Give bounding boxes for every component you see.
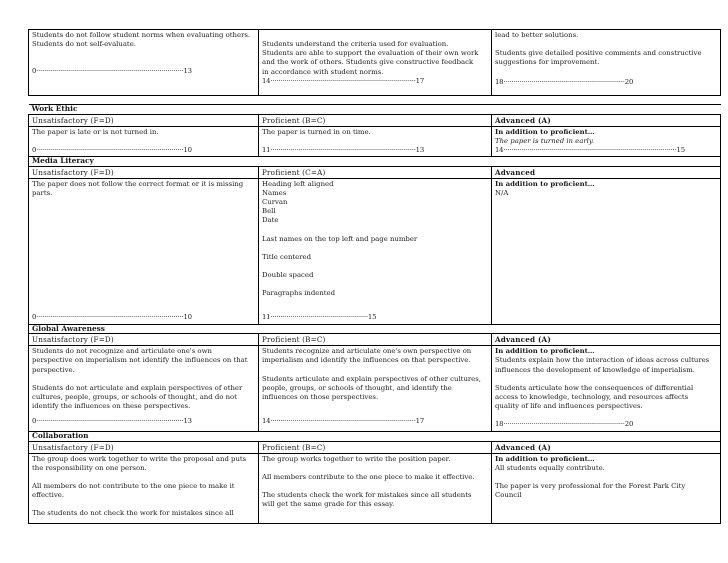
work-ethic-header-unsatisfactory: Unsatisfactory (F=D): [29, 114, 259, 126]
work-ethic-unsatisfactory-cell: [29, 126, 259, 157]
media-unsat-score: 0··········································································10: [32, 313, 192, 322]
continued-prof-line-1: Students understand the criteria used for evaluation.: [262, 40, 449, 48]
global-prof-p1-line-2: imperialism and identify the influences on that perspective.: [262, 356, 471, 365]
global-adv-p2-line-2: access to knowledge, technology, and resources affects: [495, 392, 689, 401]
continued-adv-score: 18·····························································20: [495, 77, 634, 86]
media-literacy-unsatisfactory-cell: [29, 178, 259, 324]
media-literacy-row: [29, 178, 721, 324]
collab-prof-p3-line-1: The students check the work for mistakes since all students: [262, 491, 472, 500]
collab-unsat-p2-line-2: effective.: [32, 491, 65, 500]
continued-advanced-cell: [492, 30, 721, 96]
media-prof-curvan-line: Curvan: [262, 198, 288, 207]
media-literacy-proficient-cell: [259, 178, 492, 324]
global-unsat-p1-line-1: Students do not recognize and articulate one's own: [32, 347, 212, 356]
collab-adv-p2-line-2: Council: [495, 491, 522, 500]
media-unsat-line-2: parts.: [32, 188, 53, 197]
media-prof-double-spaced-line: Double spaced: [262, 271, 314, 280]
global-adv-p1-line-1: Students explain how the interaction of ideas across cultures: [495, 356, 710, 365]
global-unsat-p1-line-3: perspective.: [32, 365, 75, 374]
continued-unsat-line-2: Students do not self-evaluate.: [32, 40, 136, 49]
collab-prof-p2: All members contribute to the one piece to make it effective.: [262, 472, 475, 481]
global-prof-score: 14·········································································17: [262, 417, 425, 426]
media-prof-bell-line: Bell: [262, 207, 276, 216]
work-ethic-header-proficient: Proficient (B=C): [259, 114, 492, 126]
continued-unsat-line-1: Students do not follow student norms when evaluating others.: [32, 31, 251, 39]
collab-adv-p1: All students equally contribute.: [495, 463, 605, 472]
global-adv-score: 18·····························································20: [495, 420, 634, 429]
collab-unsat-p1-line-1: The group does work together to write the proposal and puts: [32, 454, 247, 463]
global-adv-p2-line-1: Students articulate how the consequences of differential: [495, 383, 694, 392]
media-prof-lastnames-line: Last names on the top left and page number: [262, 234, 418, 243]
collab-proficient-cell: [259, 453, 492, 523]
work-ethic-row: [29, 126, 721, 157]
media-prof-title-line: Title centered: [262, 252, 312, 261]
global-prof-p1-line-1: Students recognize and articulate one's own perspective on: [262, 347, 472, 356]
global-unsat-p2-line-2: cultures, people, groups, or schools of thought, and do not: [32, 392, 237, 401]
media-unsat-line-1: The paper does not follow the correct format or it is missing: [32, 179, 244, 188]
work-ethic-advanced-cell: [492, 126, 721, 157]
rubric-page: [28, 29, 720, 524]
section-title-work-ethic: Work Ethic: [29, 105, 721, 115]
global-awareness-row: [29, 346, 721, 432]
rubric-table: [28, 29, 721, 524]
media-prof-heading-line: Heading left aligned: [262, 179, 334, 188]
global-header-proficient: Proficient (B=C): [259, 334, 492, 346]
continued-proficient-cell: [259, 30, 492, 96]
global-proficient-cell: [259, 346, 492, 432]
section-title-media-literacy: Media Literacy: [29, 157, 721, 167]
continued-row: [29, 30, 721, 96]
work-ethic-adv-score: 14·······················································································15: [495, 145, 685, 154]
global-unsat-score: 0··········································································13: [32, 417, 192, 426]
collab-prof-p1: The group works together to write the position paper.: [262, 454, 451, 463]
work-ethic-adv-head: In addition to proficient…: [495, 127, 595, 136]
section-title-collaboration: Collaboration: [29, 432, 721, 442]
collab-unsat-p3-line-1: The students do not check the work for mistakes since all: [32, 509, 234, 518]
continued-adv-line-2: Students give detailed positive comments and constructive: [495, 49, 702, 58]
collab-adv-p2-line-1: The paper is very professional for the Forest Park City: [495, 482, 686, 491]
global-prof-p2-line-1: Students articulate and explain perspectives of other cultures,: [262, 374, 481, 383]
global-prof-p2-line-2: people, groups, or schools of thought, and identify the: [262, 383, 452, 392]
collab-header-advanced: Advanced (A): [492, 441, 721, 453]
media-literacy-header-advanced: Advanced: [492, 166, 721, 178]
global-prof-p2-line-3: influences on those perspectives.: [262, 392, 379, 401]
global-header-unsatisfactory: Unsatisfactory (F=D): [29, 334, 259, 346]
collab-header-proficient: Proficient (B=C): [259, 441, 492, 453]
global-unsat-p1-line-2: perspective on imperialism not identify the influences on that: [32, 356, 248, 365]
collab-unsatisfactory-cell: [29, 453, 259, 523]
collaboration-header-row: [29, 441, 721, 453]
media-adv-text: N/A: [495, 188, 509, 197]
media-literacy-header-proficient: Proficient (C=A): [259, 166, 492, 178]
continued-unsatisfactory-cell: [29, 30, 259, 96]
continued-unsat-score: 0··········································································13: [32, 67, 192, 76]
collab-advanced-cell: [492, 453, 721, 523]
work-ethic-proficient-cell: [259, 126, 492, 157]
global-awareness-header-row: [29, 334, 721, 346]
continued-prof-score: 14·········································································17: [262, 76, 425, 85]
media-prof-date-line: Date: [262, 216, 279, 225]
continued-prof-line-2: Students are able to support the evaluation of their own work: [262, 49, 479, 58]
work-ethic-adv-text: The paper is turned in early.: [495, 136, 595, 145]
media-prof-names-line: Names: [262, 188, 287, 197]
work-ethic-prof-score: 11·········································································13: [262, 145, 425, 154]
global-header-advanced: Advanced (A): [492, 334, 721, 346]
work-ethic-header-advanced: Advanced (A): [492, 114, 721, 126]
global-unsat-p2-line-1: Students do not articulate and explain perspectives of other: [32, 383, 243, 392]
collab-prof-p3-line-2: will get the same grade for this essay.: [262, 500, 395, 509]
global-adv-head: In addition to proficient…: [495, 347, 595, 356]
work-ethic-unsat-text: The paper is late or is not turned in.: [32, 127, 159, 136]
collab-unsat-p1-line-2: the responsibility on one person.: [32, 463, 147, 472]
continued-prof-line-3: and the work of others. Students give constructive feedback: [262, 58, 474, 67]
media-adv-head: In addition to proficient…: [495, 179, 595, 188]
collab-header-unsatisfactory: Unsatisfactory (F=D): [29, 441, 259, 453]
work-ethic-header-row: [29, 114, 721, 126]
work-ethic-prof-text: The paper is turned in on time.: [262, 127, 371, 136]
global-advanced-cell: [492, 346, 721, 432]
collaboration-row: [29, 453, 721, 523]
section-title-global-awareness: Global Awareness: [29, 324, 721, 334]
global-unsatisfactory-cell: [29, 346, 259, 432]
continued-adv-line-3: suggestions for improvement.: [495, 58, 600, 67]
media-prof-paragraphs-line: Paragraphs indented: [262, 289, 336, 298]
collab-unsat-p2-line-1: All members do not contribute to the one piece to make it: [32, 482, 235, 491]
global-adv-p1-line-2: influences the development of knowledge of imperialism.: [495, 365, 695, 374]
continued-prof-line-4: in accordance with student norms.: [262, 67, 384, 76]
global-adv-p2-line-3: quality of life and influences perspectives.: [495, 402, 643, 411]
media-literacy-advanced-cell: [492, 178, 721, 324]
media-prof-score: 11·················································15: [262, 313, 377, 322]
media-literacy-header-unsatisfactory: Unsatisfactory (F=D): [29, 166, 259, 178]
work-ethic-unsat-score: 0··········································································10: [32, 145, 192, 154]
global-unsat-p2-line-3: identify the influences on these perspectives.: [32, 402, 191, 411]
continued-adv-line-1: lead to better solutions.: [495, 31, 579, 39]
collab-adv-head: In addition to proficient…: [495, 454, 595, 463]
media-literacy-header-row: [29, 166, 721, 178]
